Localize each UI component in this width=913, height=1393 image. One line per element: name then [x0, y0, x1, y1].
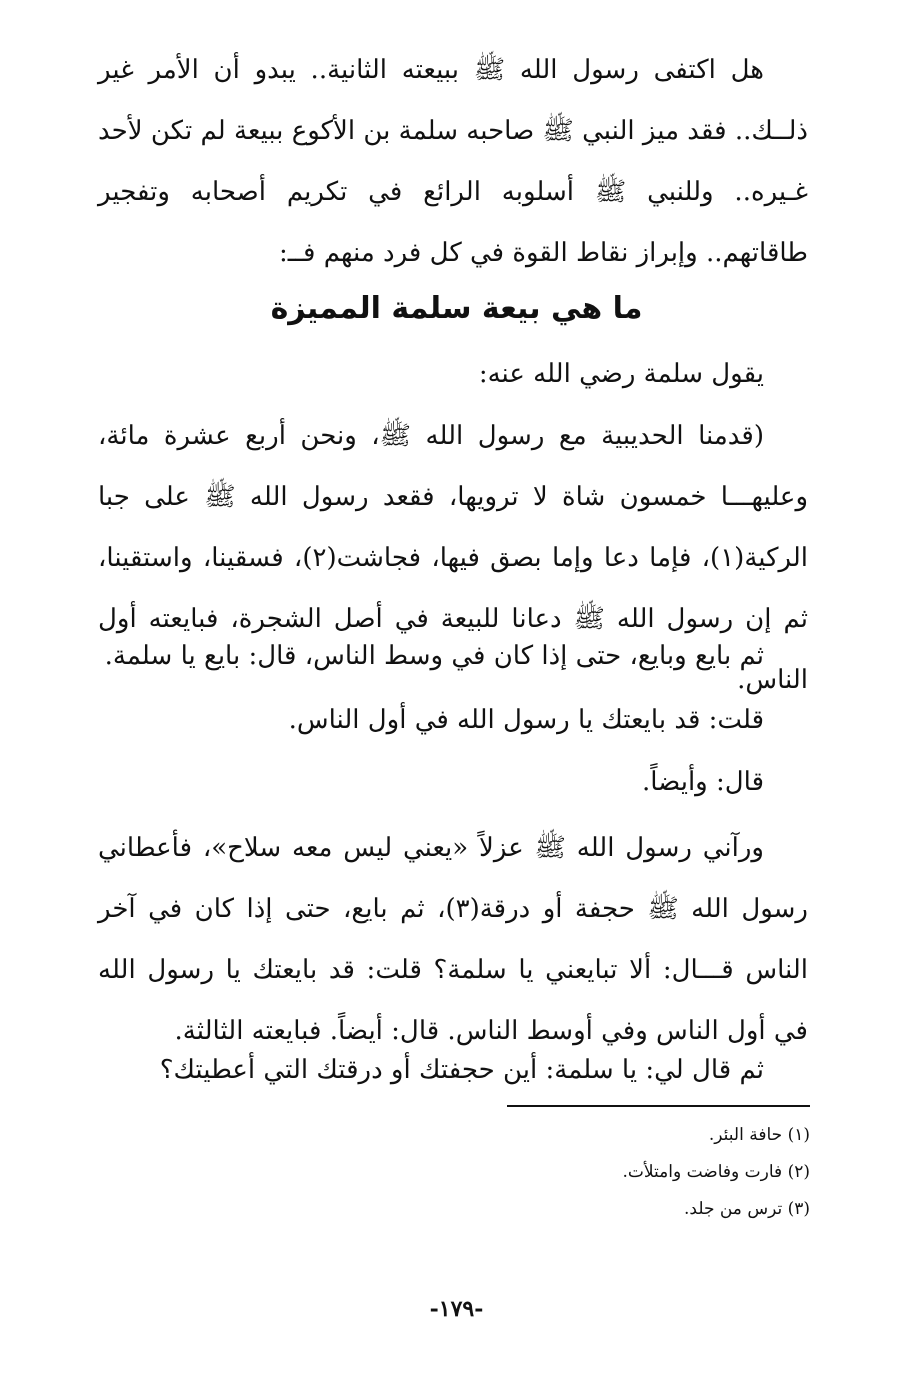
section-heading: ما هي بيعة سلمة المميزة [270, 291, 643, 326]
paragraph-i-said: قلت: قد بايعتك يا رسول الله في أول الناس. [288, 705, 764, 735]
paragraph-he-said: قال: وأيضاً. [641, 767, 764, 797]
paragraph-hudaybiyya: (قدمنا الحديبية مع رسول الله ﷺ، ونحن أربع عشرة مائة، وعليهـــا خمسون شاة لا ترويها، فقعد رسول الله ﷺ على جبا الركية(١)، فإما دعا وإما بصق فيها، فجاشت(٢)، فسقينا، واستقينا، ثم إن رسول الله ﷺ دعانا للبيعة في أصل الشجرة، فبايعته أول الناس. [98, 421, 808, 695]
footnote-3: (٣) ترس من جلد. [684, 1199, 810, 1219]
footnote-1: (١) حافة البئر. [708, 1125, 810, 1145]
paragraph-salama-says: يقول سلمة رضي الله عنه: [478, 359, 764, 389]
paragraph-second-pledge: ثم بايع وبايع، حتى إذا كان في وسط الناس، قال: بايع يا سلمة. [104, 641, 764, 671]
footnotes [410, 1117, 810, 1228]
intro-paragraph: هل اكتفى رسول الله ﷺ ببيعته الثانية.. يبدو أن الأمر غير ذلــك.. فقد ميز النبي ﷺ صاحبه سلمة بن الأكوع ببيعة لم تكن لأحد غـيره.. وللنبي ﷺ أسلوبه الرائع في تكريم أصحابه وتفجير طاقاتهم.. وإبراز نقاط القوة في كل فرد منهم فــ: [98, 55, 808, 268]
paragraph-shield-question: ثم قال لي: يا سلمة: أين حجفتك أو درقتك التي أعطيتك؟ [159, 1055, 764, 1085]
paragraph-third-pledge: ورآني رسول الله ﷺ عزلاً «يعني ليس معه سلاح»، فأعطاني رسول الله ﷺ حجفة أو درقة(٣)، ثم بايع، حتى إذا كان في آخر الناس قـــال: ألا تبايعني يا سلمة؟ قلت: قد بايعتك يا رسول الله في أول الناس وفي أوسط الناس. قال: أيضاً. فبايعته الثالثة. [98, 833, 808, 1046]
footnote-2: (٢) فارت وفاضت وامتلأت. [622, 1162, 810, 1182]
page-number: -١٧٩- [429, 1296, 484, 1322]
footnote-divider [507, 1105, 810, 1107]
